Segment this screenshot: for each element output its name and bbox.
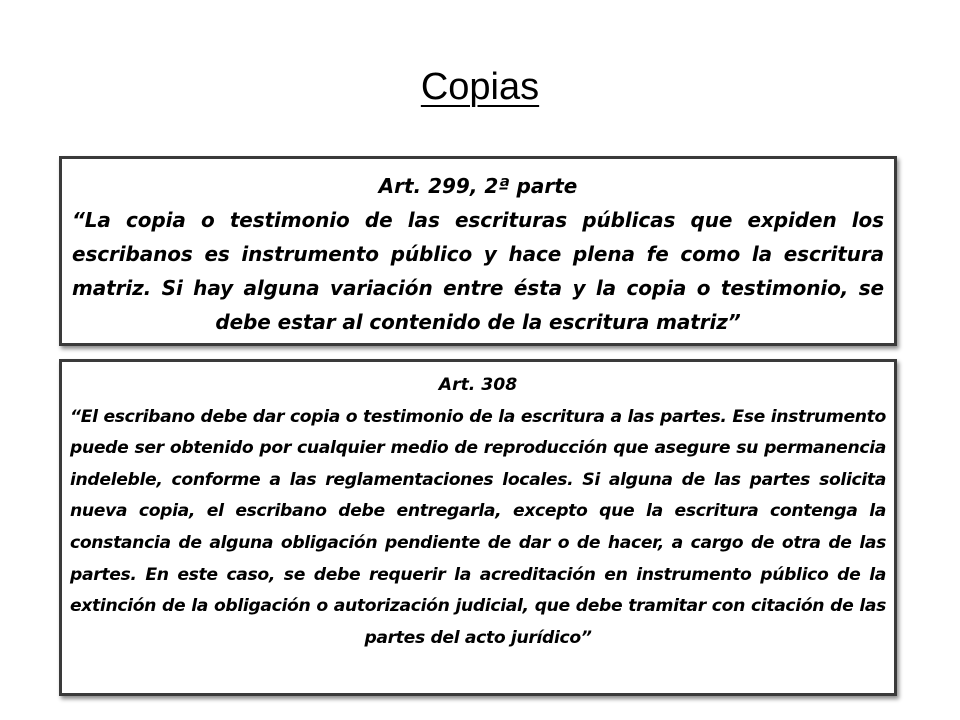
slide-title: Copias xyxy=(420,66,540,108)
article-299-heading: Art. 299, 2ª parte xyxy=(378,174,578,198)
article-308-text: “El escribano debe dar copia o testimonio de la escritura a las partes. Ese instrumento puede ser obtenido por cualquier medio de reproducción que asegure su permanencia indeleble, conforme a las reglamentaciones locales. Si alguna de las partes solicita nueva copia, el escribano debe entregarla, excepto que la escritura contenga la constancia de alguna obligación pendiente de dar o de hacer, a cargo de otra de las partes. En este caso, se debe requerir la acreditación en instrumento público de la extinción de la obligación o autorización judicial, que debe tramitar con citación de las partes del acto jurídico” xyxy=(70,406,886,648)
article-308-heading: Art. 308 xyxy=(438,375,518,395)
article-299-text: “La copia o testimonio de las escrituras públicas que expiden los escribanos es instrumento público y hace plena fe como la escritura matriz. Si hay alguna variación entre ésta y la copia o testimonio, se debe estar al contenido de la escritura matriz” xyxy=(72,208,884,334)
article-299-box xyxy=(59,156,897,346)
article-308-box xyxy=(59,359,897,696)
